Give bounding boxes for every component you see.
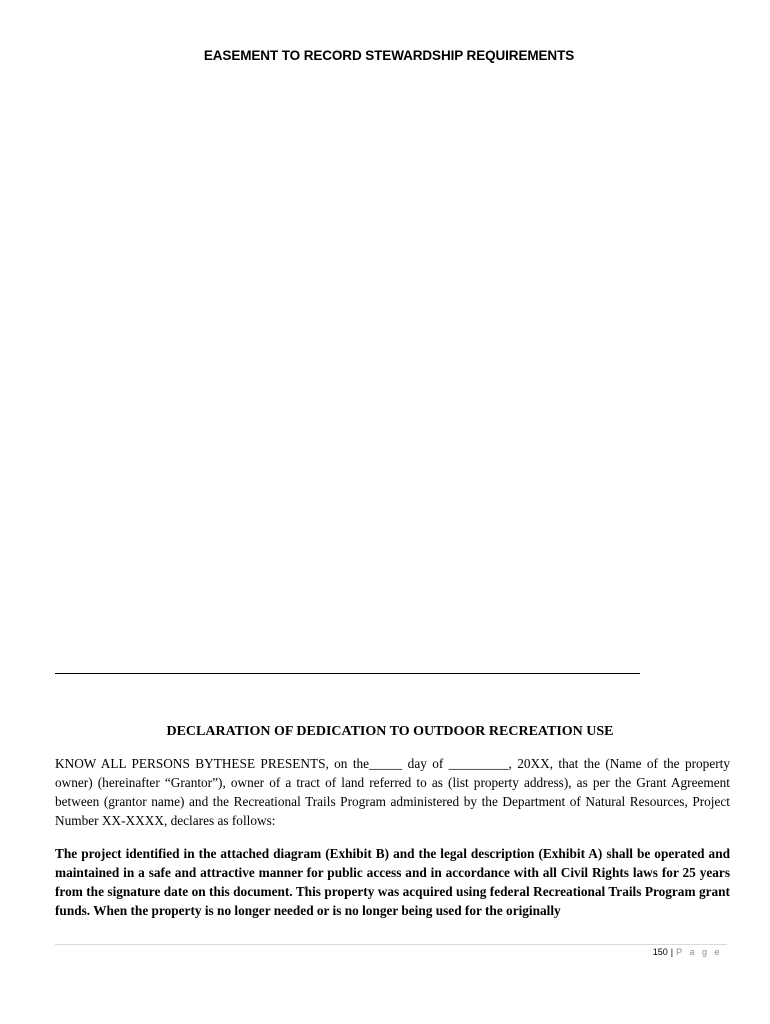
signature-rule-line xyxy=(55,673,640,674)
page-title: EASEMENT TO RECORD STEWARDSHIP REQUIREMENTS xyxy=(203,48,575,63)
declaration-intro-paragraph: KNOW ALL PERSONS BYTHESE PRESENTS, on the_____ day of _________, 20XX, that the (Name of the property owner) (hereinafter “Grantor”), owner of a tract of land referred to as (list property address), as per the Grant Agreement between (grantor name) and the Recreational Trails Program administered by the Department of Natural Resources, Project Number XX-XXXX, declares as follows: xyxy=(55,756,730,828)
declaration-bold-paragraph: The project identified in the attached diagram (Exhibit B) and the legal description (Exhibit A) shall be operated and maintained in a safe and attractive manner for public access and in accordance with all Civil Rights laws for 25 years from the signature date on this document. This property was acquired using federal Recreational Trails Program grant funds. When the property is no longer needed or is no longer being used for the originally xyxy=(55,846,730,918)
footer-separator: | xyxy=(670,947,674,957)
declaration-title: DECLARATION OF DEDICATION TO OUTDOOR RECREATION USE xyxy=(166,724,614,739)
page-number: 150 xyxy=(652,947,668,957)
page-footer xyxy=(653,947,722,957)
page-word: P a g e xyxy=(676,947,722,957)
footer-divider xyxy=(55,944,727,945)
